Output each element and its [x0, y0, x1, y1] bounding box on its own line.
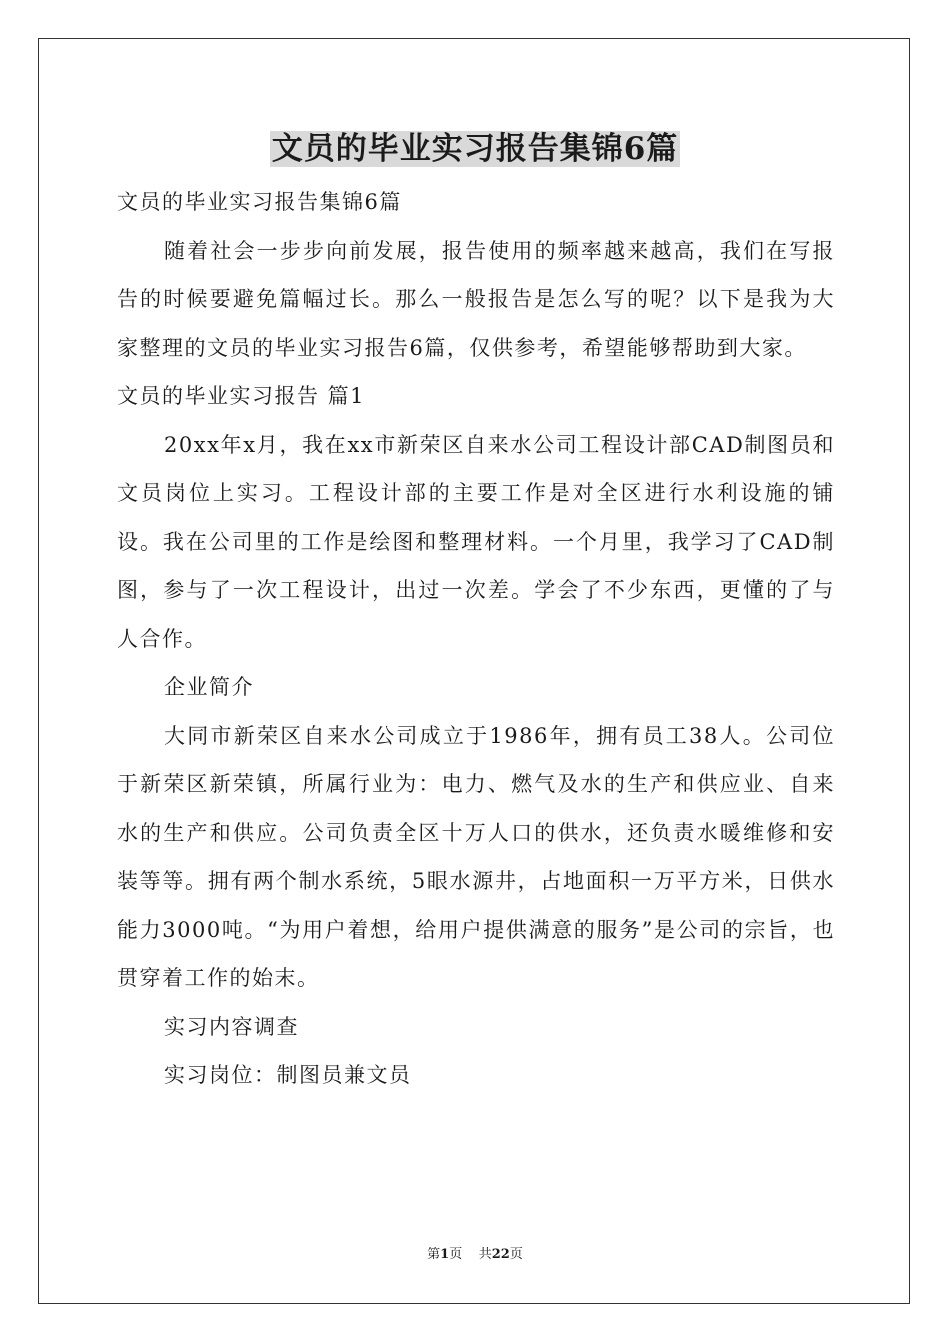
footer-page-number: 1	[440, 1247, 450, 1262]
section-heading-1: 文员的毕业实习报告 篇1	[117, 384, 366, 408]
section-heading-company: 企业简介	[164, 675, 254, 699]
footer-total-pages: 22	[491, 1247, 510, 1262]
footer-page-suffix: 页	[449, 1247, 463, 1262]
paragraph-intro: 随着社会一步步向前发展，报告使用的频率越来越高，我们在写报告的时候要避免篇幅过长。那么一般报告是怎么写的呢？以下是我为大家整理的文员的毕业实习报告6篇，仅供参考，希望能够帮助到大家。	[117, 238, 835, 360]
footer-page-prefix: 第	[427, 1247, 441, 1262]
document-title-text: 文员的毕业实习报告集锦6篇	[271, 131, 679, 167]
document-body	[117, 178, 835, 1100]
footer-total-suffix: 页	[509, 1247, 523, 1262]
section-heading-survey: 实习内容调查	[164, 1014, 299, 1039]
document-title	[0, 126, 950, 172]
page-footer	[0, 1245, 950, 1265]
paragraph-company: 大同市新荣区自来水公司成立于1986年，拥有员工38人。公司位于新荣区新荣镇，所属行业为：电力、燃气及水的生产和供应业、自来水的生产和供应。公司负责全区十万人口的供水，还负责水暖维修和安装等等。拥有两个制水系统，5眼水源井，占地面积一万平方米，日供水能力3000吨。“为用户着想，给用户提供满意的服务”是公司的宗旨，也贯穿着工作的始末。	[117, 723, 835, 990]
paragraph-internship: 20xx年x月，我在xx市新荣区自来水公司工程设计部CAD制图员和文员岗位上实习。工程设计部的主要工作是对全区进行水利设施的铺设。我在公司里的工作是绘图和整理材料。一个月里，我学习了CAD制图，参与了一次工程设计，出过一次差。学会了不少东西，更懂的了与人合作。	[117, 432, 835, 651]
paragraph-position: 实习岗位：制图员兼文员	[164, 1063, 412, 1087]
footer-total-prefix: 共	[478, 1247, 492, 1262]
paragraph-subtitle: 文员的毕业实习报告集锦6篇	[117, 190, 402, 214]
